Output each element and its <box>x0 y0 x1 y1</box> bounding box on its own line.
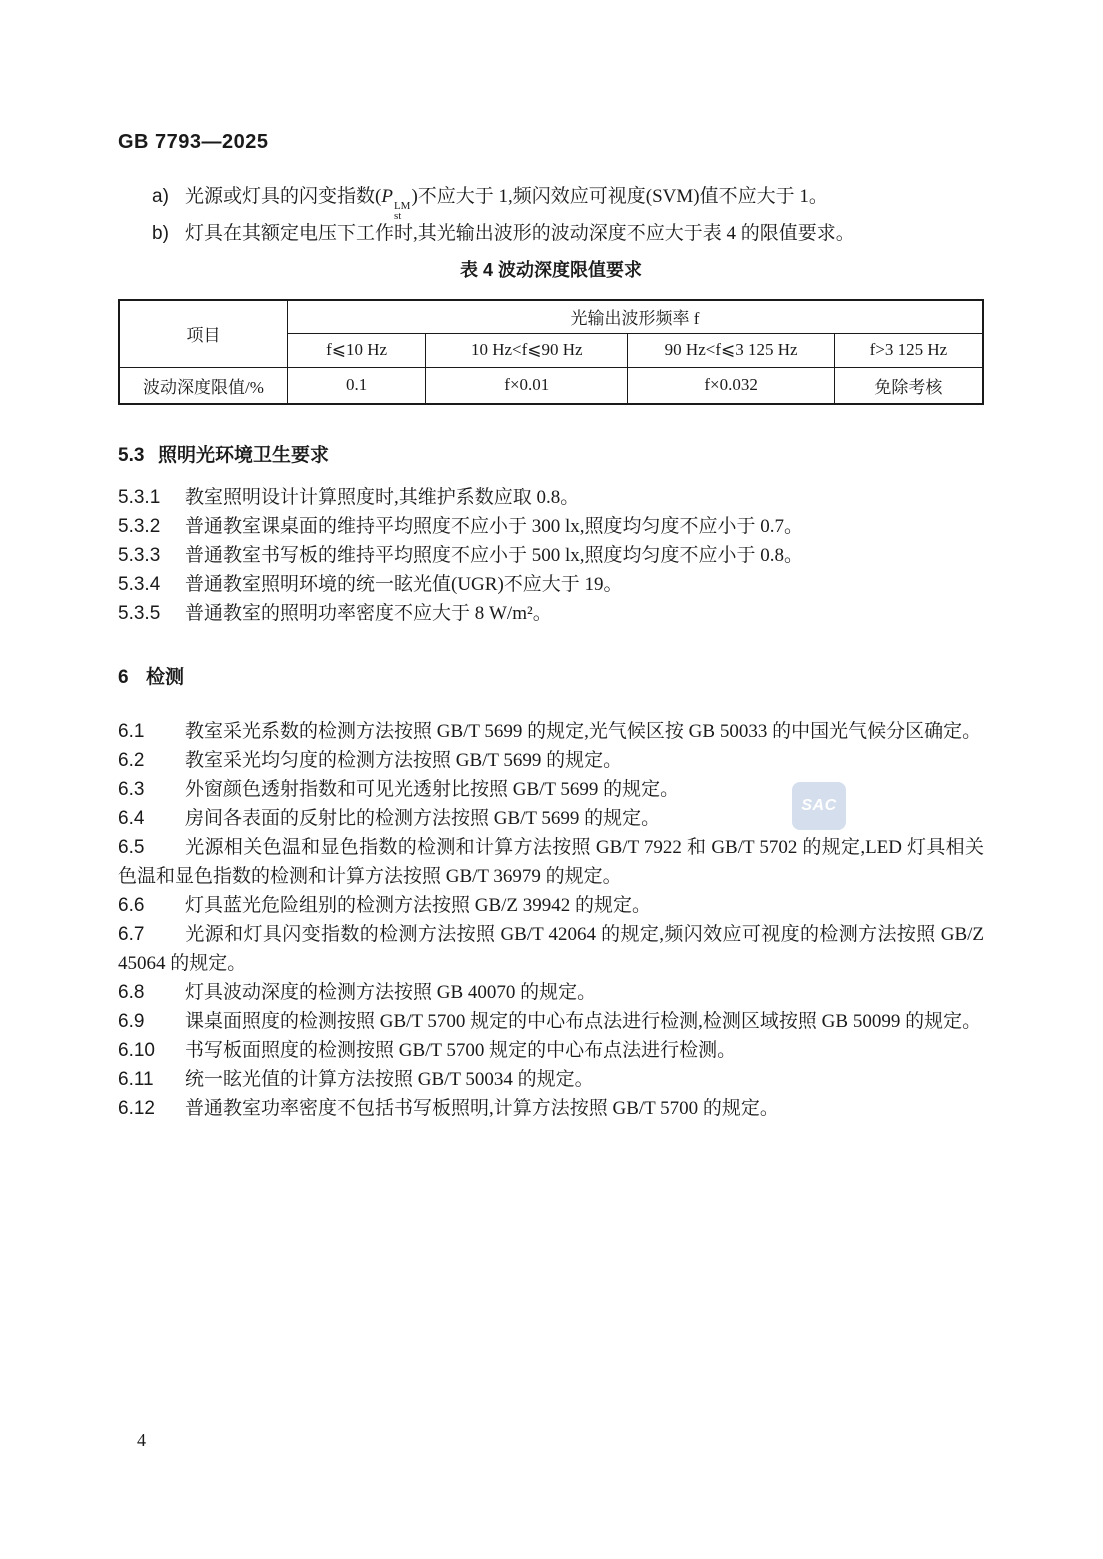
clause-6-2 <box>118 746 984 775</box>
table4-value-2: f×0.01 <box>426 367 628 404</box>
clause-6-11 <box>118 1065 984 1094</box>
clause-6-7 <box>118 920 984 978</box>
clause-5-3-1 <box>118 483 984 512</box>
clause-number: 6.12 <box>118 1098 155 1119</box>
clause-5-3-2 <box>118 512 984 541</box>
clause-5-3-4 <box>118 570 984 599</box>
clause-text: 课桌面照度的检测按照 GB/T 5700 规定的中心布点法进行检测,检测区域按照 GB 50099 的规定。 <box>185 1011 982 1032</box>
section-5-3-clauses <box>118 483 984 628</box>
clause-6-12 <box>118 1094 984 1123</box>
section-6-title: 检测 <box>146 667 185 688</box>
flicker-index-formula <box>381 186 411 222</box>
table4-subheader-3: 90 Hz<f⩽3 125 Hz <box>628 333 834 367</box>
clause-number: 6.2 <box>118 750 145 771</box>
clause-number: 5.3.1 <box>118 487 161 508</box>
clause-6-10 <box>118 1036 984 1065</box>
clause-text: 教室采光均匀度的检测方法按照 GB/T 5699 的规定。 <box>185 750 623 771</box>
clause-text: 外窗颜色透射指数和可见光透射比按照 GB/T 5699 的规定。 <box>185 779 680 800</box>
table4-group-header: 光输出波形频率 f <box>287 300 983 333</box>
table4-value-1: 0.1 <box>287 367 425 404</box>
clause-6-8 <box>118 978 984 1007</box>
clause-text: 教室采光系数的检测方法按照 GB/T 5699 的规定,光气候区按 GB 50033 的中国光气候分区确定。 <box>185 721 982 742</box>
clause-6-5 <box>118 833 984 891</box>
clause-5-3-5 <box>118 599 984 628</box>
clause-number: 6.7 <box>118 924 145 945</box>
clause-text: 书写板面照度的检测按照 GB/T 5700 规定的中心布点法进行检测。 <box>185 1040 737 1061</box>
clause-number: 6.10 <box>118 1040 155 1061</box>
section-6-clauses <box>118 717 984 1123</box>
clause-text: 教室照明设计计算照度时,其维护系数应取 0.8。 <box>185 487 580 508</box>
clause-6-3 <box>118 775 984 804</box>
section-6-number: 6 <box>118 667 129 688</box>
table4 <box>118 299 984 405</box>
section-5-3-number: 5.3 <box>118 445 145 466</box>
clause-text: 普通教室照明环境的统一眩光值(UGR)不应大于 19。 <box>185 574 623 595</box>
standard-code-header: GB 7793—2025 <box>118 131 269 153</box>
table4-row-label: 波动深度限值/% <box>119 367 287 404</box>
clause-text: 普通教室课桌面的维持平均照度不应小于 300 lx,照度均匀度不应小于 0.7。 <box>185 516 804 537</box>
clause-text: 房间各表面的反射比的检测方法按照 GB/T 5699 的规定。 <box>185 808 661 829</box>
table4-corner-header: 项目 <box>119 300 287 367</box>
formula-base: P <box>381 186 393 207</box>
table4-subheader-2: 10 Hz<f⩽90 Hz <box>426 333 628 367</box>
clause-number: 6.1 <box>118 721 145 742</box>
list-item-a-label: a) <box>152 186 169 207</box>
section-5-3-title: 照明光环境卫生要求 <box>158 445 330 466</box>
table4-subheader-1: f⩽10 Hz <box>287 333 425 367</box>
clause-text: 统一眩光值的计算方法按照 GB/T 50034 的规定。 <box>185 1069 594 1090</box>
clause-6-9 <box>118 1007 984 1036</box>
clause-text: 普通教室的照明功率密度不应大于 8 W/m²。 <box>185 603 552 624</box>
formula-subscript: st <box>393 210 402 222</box>
section-5-3-heading <box>118 440 329 467</box>
clause-text: 普通教室功率密度不包括书写板照明,计算方法按照 GB/T 5700 的规定。 <box>185 1098 779 1119</box>
page-number: 4 <box>137 1430 146 1450</box>
clause-6-4 <box>118 804 984 833</box>
sac-watermark <box>792 782 846 830</box>
list-item-b-text: 灯具在其额定电压下工作时,其光输出波形的波动深度不应大于表 4 的限值要求。 <box>185 223 855 244</box>
table4-value-4: 免除考核 <box>834 367 983 404</box>
clause-text: 灯具蓝光危险组别的检测方法按照 GB/Z 39942 的规定。 <box>185 895 652 916</box>
clause-number: 6.5 <box>118 837 145 858</box>
clause-text: 光源相关色温和显色指数的检测和计算方法按照 GB/T 7922 和 GB/T 5702 的规定,LED 灯具相关色温和显色指数的检测和计算方法按照 GB/T 36979 的规定。 <box>118 837 984 887</box>
section-6-heading <box>118 662 184 689</box>
clause-6-1 <box>118 717 984 746</box>
list-item-b-label: b) <box>152 223 169 244</box>
clause-5-3-3 <box>118 541 984 570</box>
list-item-b <box>118 219 984 248</box>
clause-text: 灯具波动深度的检测方法按照 GB 40070 的规定。 <box>185 982 597 1003</box>
formula-subsup <box>394 201 411 221</box>
clause-number: 6.8 <box>118 982 145 1003</box>
sac-watermark-text: SAC <box>801 797 837 814</box>
clause-number: 5.3.5 <box>118 603 161 624</box>
clause-number: 5.3.3 <box>118 545 161 566</box>
list-item-a-text-pre: 光源或灯具的闪变指数( <box>185 186 382 207</box>
clause-number: 6.4 <box>118 808 145 829</box>
table4-subheader-4: f>3 125 Hz <box>834 333 983 367</box>
clause-text: 普通教室书写板的维持平均照度不应小于 500 lx,照度均匀度不应小于 0.8。 <box>185 545 804 566</box>
formula-superscript: LM <box>393 200 411 212</box>
clause-6-6 <box>118 891 984 920</box>
list-item-a <box>118 182 984 221</box>
clause-number: 6.3 <box>118 779 145 800</box>
clause-text: 光源和灯具闪变指数的检测方法按照 GB/T 42064 的规定,频闪效应可视度的检测方法按照 GB/Z 45064 的规定。 <box>118 924 984 974</box>
list-item-a-text-post: )不应大于 1,频闪效应可视度(SVM)值不应大于 1。 <box>411 186 828 207</box>
clause-number: 5.3.2 <box>118 516 161 537</box>
clause-number: 6.9 <box>118 1011 145 1032</box>
clause-number: 6.6 <box>118 895 145 916</box>
table4-data-row <box>119 367 983 404</box>
table4-value-3: f×0.032 <box>628 367 834 404</box>
clause-number: 5.3.4 <box>118 574 161 595</box>
clause-number: 6.11 <box>118 1069 154 1090</box>
table4-title: 表 4 波动深度限值要求 <box>459 260 642 280</box>
